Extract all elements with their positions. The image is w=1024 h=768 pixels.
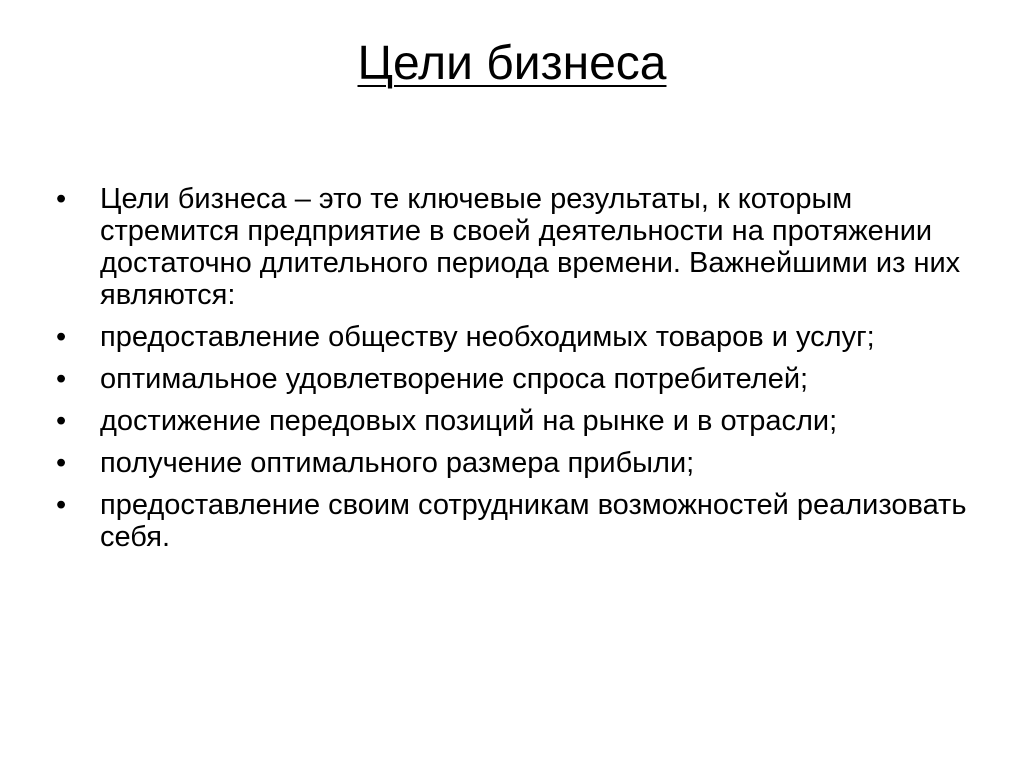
slide-title-text: Цели бизнеса [357, 37, 667, 90]
bullet-text: получение оптимального размера прибыли; [100, 447, 695, 479]
bullet-item [56, 489, 976, 553]
bullet-text: предоставление обществу необходимых товаров и услуг; [100, 321, 875, 353]
bullet-text: предоставление своим сотрудникам возможностей реализовать себя. [100, 489, 967, 553]
bullet-dot-icon: • [56, 321, 67, 353]
bullet-dot-icon: • [56, 447, 67, 479]
bullet-item [56, 183, 976, 311]
bullet-item [56, 363, 976, 395]
slide-title [0, 34, 1024, 94]
bullet-list [56, 183, 976, 563]
bullet-dot-icon: • [56, 405, 67, 437]
bullet-item [56, 447, 976, 479]
bullet-item [56, 321, 976, 353]
bullet-dot-icon: • [56, 183, 67, 215]
bullet-text: оптимальное удовлетворение спроса потребителей; [100, 363, 809, 395]
bullet-item [56, 405, 976, 437]
bullet-dot-icon: • [56, 489, 67, 521]
bullet-text: достижение передовых позиций на рынке и в отрасли; [100, 405, 838, 437]
bullet-dot-icon: • [56, 363, 67, 395]
bullet-text: Цели бизнеса – это те ключевые результаты, к которым стремится предприятие в своей деятельности на протяжении достаточно длительного периода времени. Важнейшими из них являются: [100, 183, 961, 311]
